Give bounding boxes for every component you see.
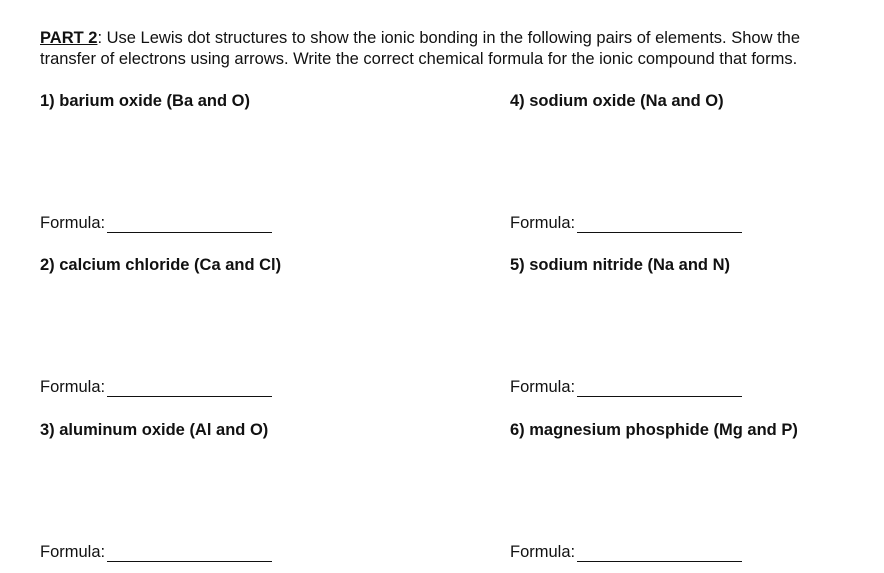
problem-2-title: 2) calcium chloride (Ca and Cl) bbox=[40, 256, 282, 274]
formula-answer-line[interactable] bbox=[107, 544, 272, 562]
formula-label: Formula: bbox=[40, 543, 106, 561]
problem-2-formula bbox=[40, 378, 272, 397]
instructions-line-1 bbox=[40, 28, 884, 49]
formula-answer-line[interactable] bbox=[107, 379, 272, 397]
problem-6-title: 6) magnesium phosphide (Mg and P) bbox=[510, 421, 798, 439]
formula-answer-line[interactable] bbox=[577, 544, 742, 562]
formula-label: Formula: bbox=[510, 378, 576, 396]
problem-3-title: 3) aluminum oxide (Al and O) bbox=[40, 421, 269, 439]
instructions-line-2: transfer of electrons using arrows. Write the correct chemical formula for the ionic compound that forms. bbox=[40, 50, 798, 68]
instructions bbox=[40, 28, 884, 70]
problem-5-title: 5) sodium nitride (Na and N) bbox=[510, 256, 731, 274]
formula-label: Formula: bbox=[40, 378, 106, 396]
problem-5-formula bbox=[510, 378, 742, 397]
formula-label: Formula: bbox=[510, 543, 576, 561]
problem-4-formula bbox=[510, 214, 742, 233]
part-label: PART 2 bbox=[40, 29, 98, 47]
problem-1-title: 1) barium oxide (Ba and O) bbox=[40, 92, 250, 110]
formula-answer-line[interactable] bbox=[577, 215, 742, 233]
formula-label: Formula: bbox=[510, 214, 576, 232]
formula-answer-line[interactable] bbox=[107, 215, 272, 233]
problem-1-formula bbox=[40, 214, 272, 233]
problem-6-formula bbox=[510, 543, 742, 562]
formula-label: Formula: bbox=[40, 214, 106, 232]
formula-answer-line[interactable] bbox=[577, 379, 742, 397]
problem-3-formula bbox=[40, 543, 272, 562]
instructions-line-1-text: : Use Lewis dot structures to show the ionic bonding in the following pairs of elements. Show the bbox=[97, 29, 801, 47]
problem-4-title: 4) sodium oxide (Na and O) bbox=[510, 92, 724, 110]
